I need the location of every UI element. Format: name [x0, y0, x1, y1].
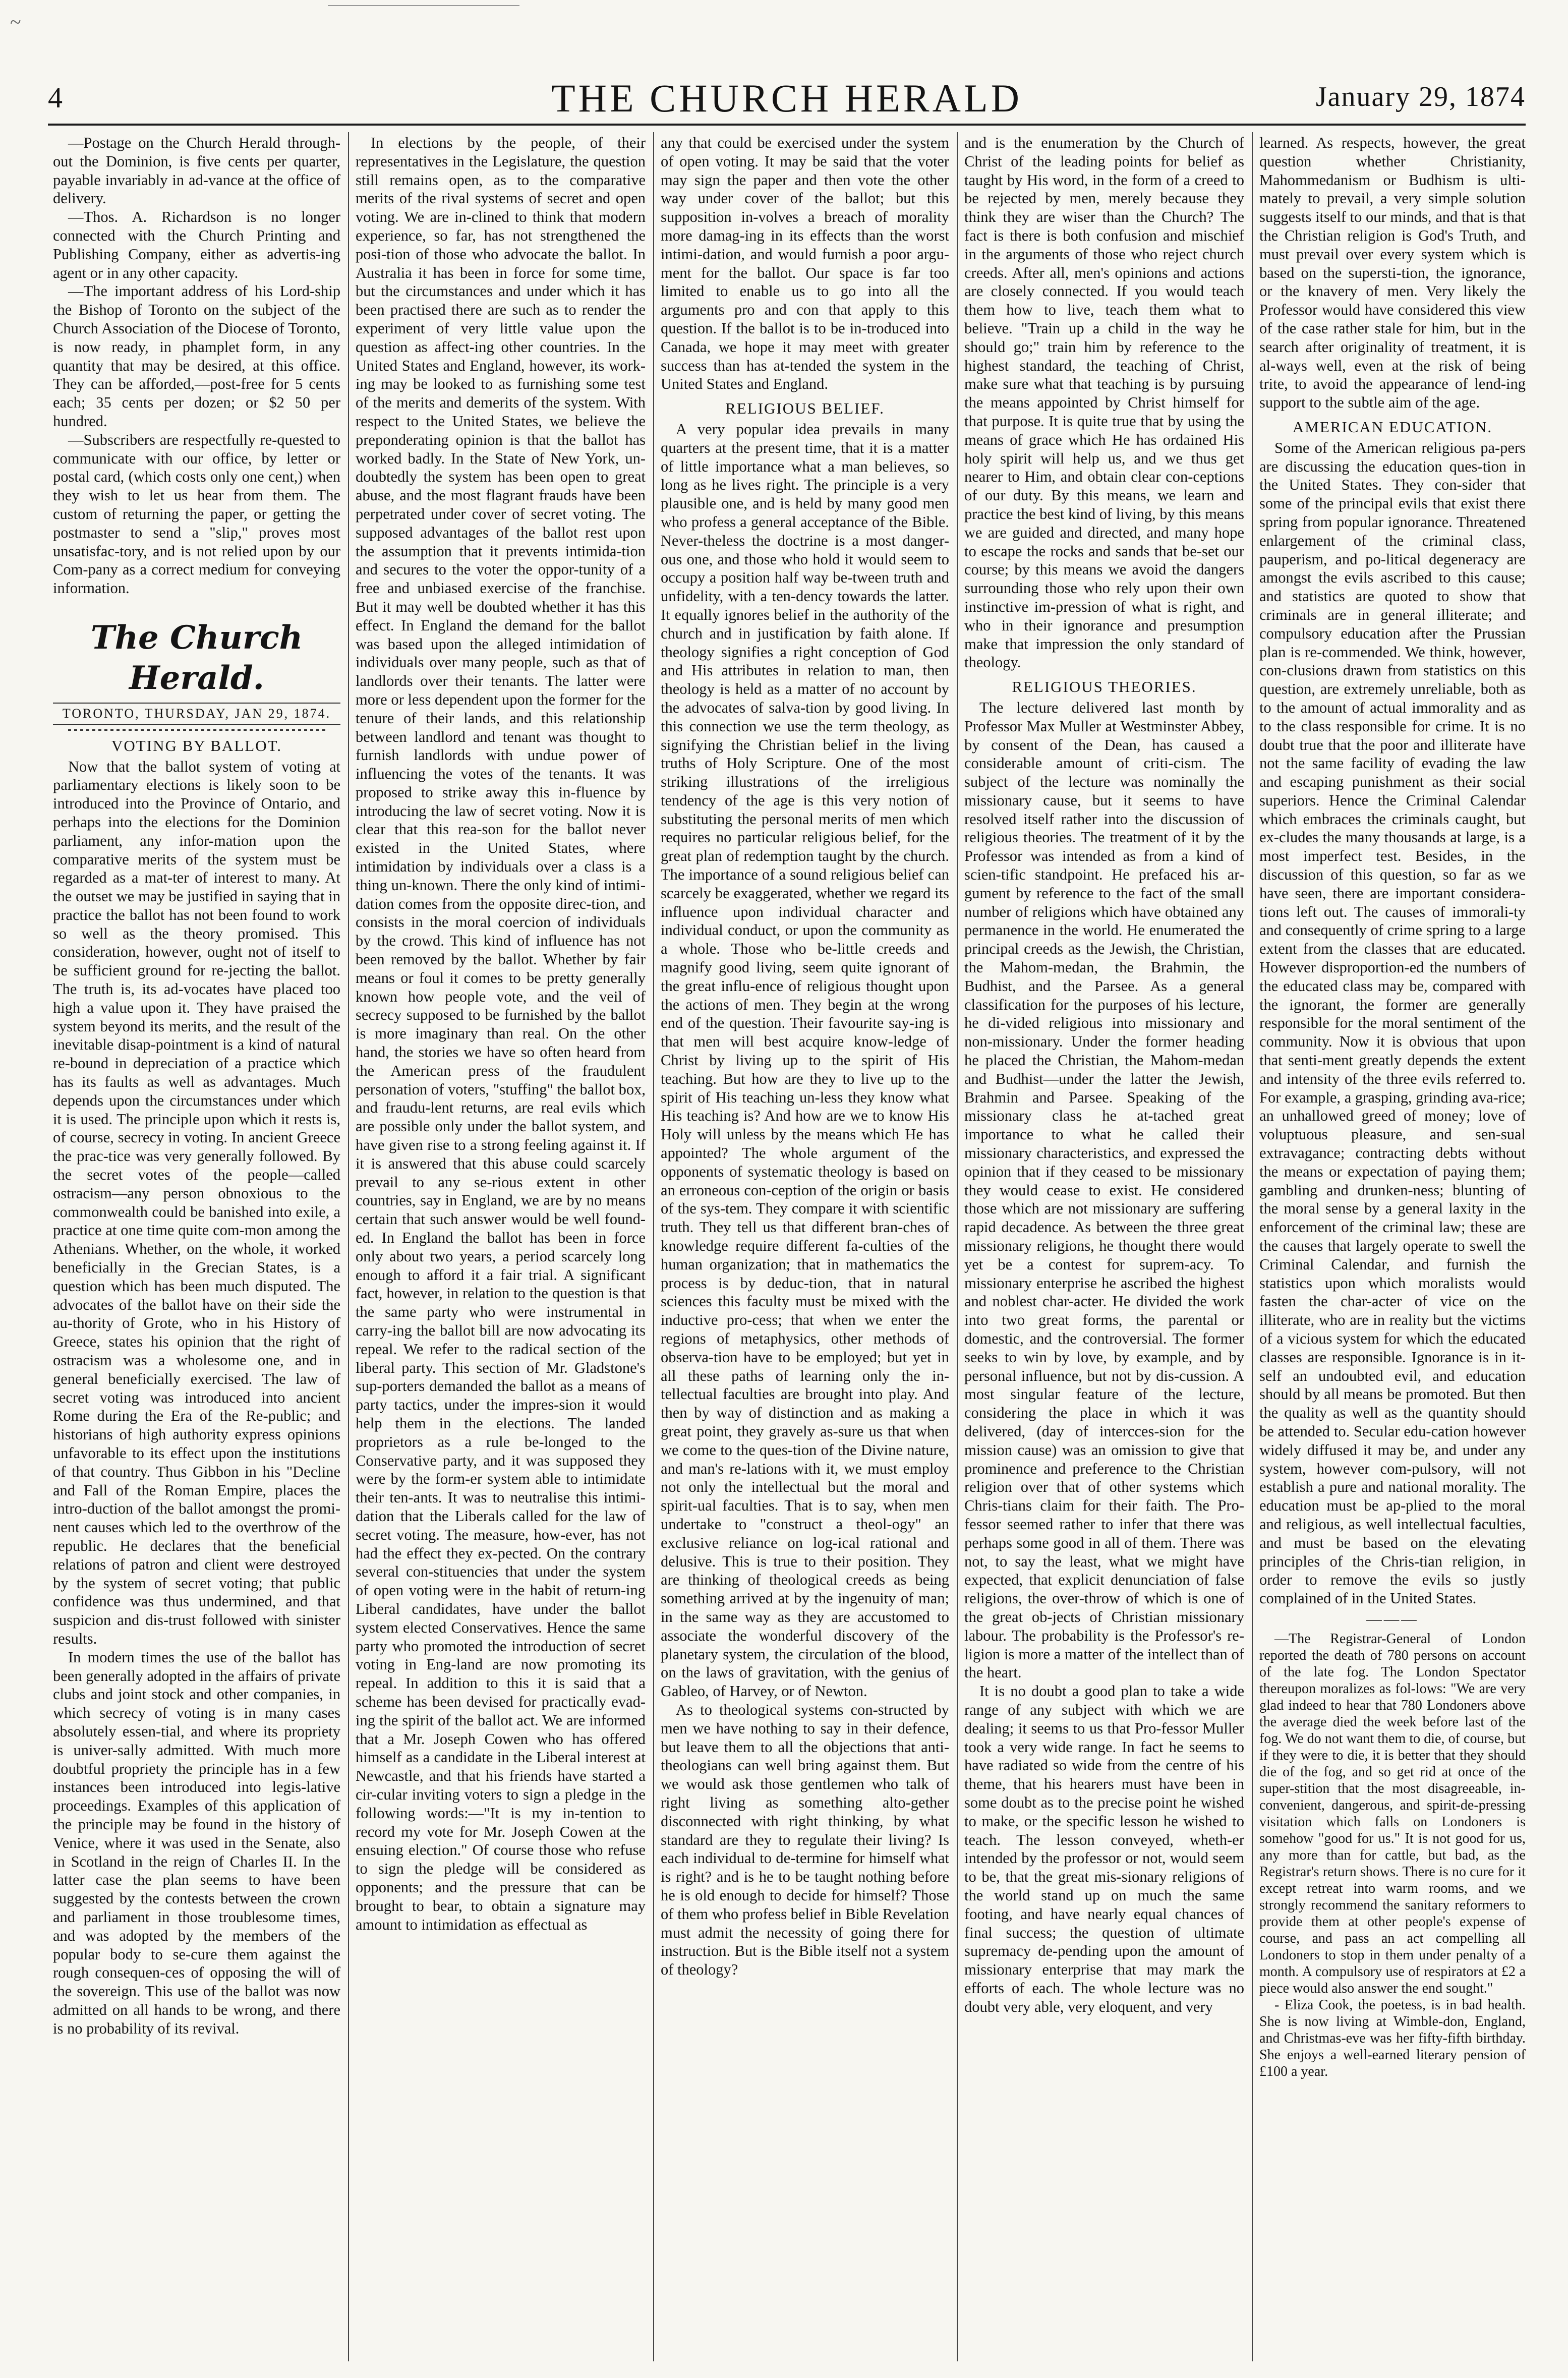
- corner-mark: ~: [10, 11, 21, 33]
- masthead-rule: [48, 124, 1526, 126]
- notice-paragraph: —Subscribers are respectfully re-quested to communicate with our office, by letter or postal card, (which costs only one cent,) when they wish to let us hear from them. The custom of returning the paper, or getting the postmaster to send a "slip," proves most unsatisfac-tory, and is not relied upon by our Com-pany as a correct medium for conveying information.: [53, 431, 340, 597]
- column-4: [964, 134, 1244, 2358]
- column-3: [661, 134, 949, 2358]
- article-paragraph: In elections by the people, of their representatives in the Legislature, the question still remains open, as to the comparative merits of the rival systems of secret and open voting. We are in-clined to think that modern experience, so far, has not strengthened the posi-tion of those who advocate the ballot. In Australia it has been in force for some time, but the circumstances and under which it has been practised there are such as to render the experiment of very little value upon the question as affect-ing other countries. In the United States and England, however, its work-ing may be looked to as furnishing some test of the merits and demerits of the system. With respect to the United States, we believe the preponderating opinion is that the ballot has worked badly. In the State of New York, un-doubtedly the system has been open to great abuse, and the most flagrant frauds have been perpetrated under cover of secret voting. The supposed advantages of the ballot rest upon the assumption that it prevents intimida-tion and secures to the voter the oppor-tunity of a free and unbiased exercise of the franchise. But it may well be doubted whether it has this effect. In England the demand for the ballot was based upon the alleged intimidation of individuals over many people, such as that of landlords over their tenants. The latter were more or less dependent upon the former for the tenure of their lands, and this relationship between landlord and tenant was thought to furnish landlords with undue power of influencing the votes of the tenants. It was proposed to strike away this in-fluence by introducing the law of secret voting. Now it is clear that this rea-son for the ballot never existed in the United States, where intimidation by individuals over a class is a thing un-known. There the only kind of intimi-dation comes from the opposite direc-tion, and consists in the moral coercion of individuals by the crowd. This kind of influence has not been removed by the ballot. Whether by fair means or foul it comes to be pretty generally known how people vote, and the veil of secrecy supposed to be furnished by the ballot is more imaginary than real. On the other hand, the stories we have so often heard from the American press of the fraudulent personation of voters, "stuffing" the ballot box, and fraudu-lent returns, are real evils which are possible only under the ballot system, and have given rise to a strong feeling against it. If it is answered that this abuse could scarcely prevail to any se-rious extent in other countries, say in England, we are by no means certain that such answer would be well found-ed. In England the ballot has been in force only about two years, a period scarcely long enough to afford it a fair trial. A significant fact, however, in relation to the question is that the same party who were instrumental in carry-ing the ballot bill are now advocating its repeal. We refer to the radical section of the liberal party. This section of Mr. Gladstone's sup-porters demanded the ballot as a means of party tactics, under the impres-sion it would help them in the elections. The landed proprietors as a rule be-longed to the Conservative party, and it was supposed they were by the form-er system able to intimidate their ten-ants. It was to neutralise this intimi-dation that the Liberals called for the law of secret voting. The measure, how-ever, has not had the effect they ex-pected. On the contrary several con-stituencies that under the system of open voting were in the habit of return-ing Liberal candidates, have under the ballot system elected Conservatives. Hence the same party who promoted the introduction of secret voting in Eng-land are now promoting its repeal. In addition to this it is said that a scheme has been devised for practically evad-ing the spirit of the ballot act. We are informed that a Mr. Joseph Cowen who has offered himself as a candidate in the Liberal interest at Newcastle, and that his friends have started a cir-cular inviting voters to sign a pledge in the following words:—"It is my in-tention to record my vote for Mr. Joseph Cowen at the ensuing election." Of course those who refuse to sign the pledge will be considered as opponents; and the pressure that can be brought to bear, to obtain a signature may amount to intimidation as effectual as: [356, 134, 646, 1933]
- article-paragraph: and is the enumeration by the Church of Christ of the leading points for belief as taught by His word, in the form of a creed to be rejected by men, merely because they think they are wiser than the Church? The fact is there is both confusion and mischief in the arguments of those who reject church creeds. After all, men's opinions and actions are closely connected. If you would teach them how to live, teach them what to believe. "Train up a child in the way he should go;" train him by reference to the highest standard, the teaching of Christ, make sure what that teaching is by pursuing the means appointed by Christ himself for that purpose. It is quite true that by using the means of grace which He has ordained His holy spirit will help us, and we thus get nearer to Him, and obtain clear con-ceptions of our duty. By this means, we learn and practice the best kind of living, by this means we are guided and directed, and many hope to escape the rocks and sands that be-set our course; by this means we avoid the dangers surrounding those who rely upon their own instinctive im-pression of what is right, and who in their ignorance and presumption make that impression the only standard of theology.: [964, 134, 1244, 671]
- article-paragraph: In modern times the use of the ballot has been generally adopted in the affairs of private clubs and joint stock and other companies, in which secrecy of voting is in many cases absolutely essen-tial, and where its propriety is univer-sally admitted. With much more doubtful propriety the principle has in a few instances been introduced into legis-lative proceedings. Examples of this application of the principle may be found in the history of Venice, where it was used in the Senate, also in Scotland in the reign of Charles II. In the latter case the plan seems to have been suggested by the contests between the crown and parliament in those troublesome times, and was adopted by the members of the popular body to se-cure them against the rough consequen-ces of opposing the will of the sovereign. This use of the ballot was now admitted on all hands to be wrong, and there is no probability of its revival.: [53, 1648, 340, 2037]
- article-paragraph: any that could be exercised under the system of open voting. It may be said that the voter may sign the paper and then vote the other way under cover of the ballot; but this supposition in-volves a breach of morality more damag-ing in its effects than the worst intimi-dation, and would furnish a poor argu-ment for the ballot. Our space is far too limited to enable us to go into all the arguments pro and con that apply to this question. If the ballot is to be in-troduced into Canada, we hope it may meet with greater success than has at-tended the system in the United States and England.: [661, 134, 949, 393]
- article-heading: RELIGIOUS THEORIES.: [1012, 678, 1197, 696]
- column-divider: [957, 132, 958, 2361]
- article-paragraph: learned. As respects, however, the great question whether Christianity, Mahommedanism or Budhism is ulti-mately to prevail, a very simple solution suggests itself to our minds, and that is that the Christian religion is God's Truth, and must prevail over every system which is based on the supersti-tion, the ignorance, or the knavery of men. Very likely the Professor would have considered this view of the case rather stale for him, but in the search after originality of treatment, it is al-ways well, even at the risk of being trite, to avoid the appearance of lend-ing support to the subtle aim of the age.: [1259, 134, 1526, 412]
- article-paragraph: A very popular idea prevails in many quarters at the present time, that it is a matter of little importance what a man believes, so long as he lives right. The principle is a very plausible one, and is held by many good men who profess a general acceptance of the Bible. Never-theless the doctrine is a most danger-ous one, and those who hold it would seem to occupy a position half way be-tween truth and unfidelity, with a ten-dency towards the latter. It equally ignores belief in the authority of the church and in justification by faith alone. If theology signifies a right conception of God and His attributes in relation to man, then theology is held as a matter of no account by the advocates of salva-tion by good living. In this connection we use the term theology, as signifying the Christian belief in the living truths of Holy Scripture. One of the most striking illustrations of the irreligious tendency of the age is this very notion of substituting the personal merits of men which requires no particular religious belief, for the great plan of redemption taught by the church. The importance of a sound religious belief can scarcely be exaggerated, whether we regard its influence upon individual character and individual conduct, or upon the community as a whole. Those who be-little creeds and magnify good living, seem quite ignorant of the great influ-ence of religious thought upon the actions of men. They begin at the wrong end of the question. Their favourite say-ing is that men will best acquire know-ledge of Christ by living up to the spirit of His teaching. But how are they to live up to the spirit of His teaching un-less they know what His teaching is? And how are we to know His Holy will unless by the means which He has appointed? The whole argument of the opponents of systematic theology is based on an erroneous con-ception of the origin or basis of the sys-tem. They compare it with scientific truth. They tell us that different bran-ches of knowledge require different fa-culties of the human organization; that in mathematics the process is by deduc-tion, that in natural sciences this faculty must be mixed with the inductive pro-cess; that when we enter the regions of metaphysics, other methods of observa-tion have to be employed; but yet in all these paths of learning only the in-tellectual faculties are brought into play. And then by way of distinction and as making a great point, they gravely as-sure us that when we come to the ques-tion of the Divine nature, and man's re-lations with it, we must employ not only the intellectual but the moral and spirit-ual faculties. That is to say, when men undertake to "construct a theol-ogy" an exclusive reliance on log-ical rational and delusive. This is true to their position. They are thinking of theological creeds as being something arrived at by the ingenuity of man; in the same way as they are accustomed to associate the wonderful discovery of the planetary system, the circulation of the blood, on the laws of gravitation, with the genius of Gableo, of Harvey, or of Newton.: [661, 420, 949, 1700]
- news-item: —The Registrar-General of London reported the death of 780 persons on account of the late fog. The London Spectator thereupon moralizes as fol-lows: "We are very glad indeed to hear that 780 Londoners above the average died the week before last of the fog. We do not want them to die, of course, but if they were to die, it is better that they should die of the fog, and so get rid at once of the super-stition that the most disagreeable, in-convenient, dangerous, and spirit-de-pressing visitation which falls on Londoners is somehow "good for us." It is not good for us, any more than for cattle, but bad, as the Registrar's return shows. There is no cure for it except retreat into warm rooms, and we strongly recommend the sanitary reformers to provide them at other people's expense of course, and pass an act compelling all Londoners to stop in them under penalty of a month. A compulsory use of respirators at £2 a piece would also answer the end sought.": [1259, 1631, 1526, 1996]
- column-5: [1259, 134, 1526, 2358]
- article-paragraph: Now that the ballot system of voting at parliamentary elections is likely soon to be introduced into the Province of Ontario, and perhaps into the elections for the Dominion parliament, any infor-mation upon the comparative merits of the system must be regarded as a mat-ter of interest to many. At the outset we may be justified in saying that in practice the ballot has not been found to work so well as the theory promised. This consideration, however, ought not of itself to be sufficient ground for re-jecting the ballot. The truth is, its ad-vocates have placed too high a value upon it. They have praised the system beyond its merits, and the result of the inevitable disap-pointment is a kind of natural re-bound in depreciation of a practice which has its faults as well as advantages. Much depends upon the circumstances under which it is used. The principle upon which it rests is, of course, secrecy in voting. In ancient Greece the prac-tice was very generally followed. By the secret votes of the people—called ostracism—any person obnoxious to the commonwealth could be banished into exile, a practice at one time quite com-mon among the Athenians. Whether, on the whole, it worked beneficially in the Grecian States, is a question which has been much disputed. The advocates of the ballot have on their side the au-thority of Grote, who in his History of Greece, states his opinion that the right of ostracism was a wholesome one, and in general beneficially exercised. The law of secret voting was introduced into ancient Rome during the Era of the Re-public; and historians of high authority express opinions unfavorable to its effect upon the institutions of that country. Thus Gibbon in his "Decline and Fall of the Roman Empire, places the intro-duction of the ballot amongst the promi-nent causes which led to the overthrow of the republic. He declares that the beneficial relations of patron and client were destroyed by the system of secret voting; that public confidence was thus undermined, and that suspicion and dis-trust followed with sinister results.: [53, 758, 340, 1647]
- column-divider: [1252, 132, 1253, 2361]
- notice-paragraph: —Thos. A. Richardson is no longer connected with the Church Printing and Publishing Company, either as advertis-ing agent or in any other capacity.: [53, 208, 340, 281]
- article-paragraph: It is no doubt a good plan to take a wide range of any subject with which we are dealing; it seems to us that Pro-fessor Muller took a very wide range. In fact he seems to have radiated so wide from the centre of his theme, that his hearers must have been in some doubt as to the precise point he wished to make, or the specific lesson he wished to teach. The lesson conveyed, wheth-er intended by the professor or not, would seem to be, that the great mis-sionary religions of the world stand up on much the same footing, and have nearly equal chances of final success; the question of ultimate supremacy de-pending upon the amount of missionary enterprise that may mark the efforts of each. The whole lecture was no doubt very able, very eloquent, and very: [964, 1683, 1244, 2015]
- wavy-divider: [68, 729, 325, 731]
- column-divider: [653, 132, 654, 2361]
- issue-date: January 29, 1874: [1315, 81, 1526, 112]
- news-item: - Eliza Cook, the poetess, is in bad health. She is now living at Wimble-don, England, and Christmas-eve was her fifty-fifth birthday. She enjoys a well-earned literary pension of £100 a year.: [1259, 1997, 1526, 2079]
- notice-paragraph: —The important address of his Lord-ship the Bishop of Toronto on the subject of the Church Association of the Diocese of Toronto, is now ready, in phamplet form, in any quantity that may be desired, at this office. They can be afforded,—post-free for 5 cents each; 35 cents per dozen; or $2 50 per hundred.: [53, 282, 340, 430]
- article-paragraph: The lecture delivered last month by Professor Max Muller at Westminster Abbey, by consent of the Dean, has caused a considerable amount of criti-cism. The subject of the lecture was nominally the missionary cause, but it seems to have resolved itself rather into the discussion of religious theories. The treatment of it by the Professor was intended as from a kind of scien-tific standpoint. He prefaced his ar-gument by reference to the fact of the small number of religions which have obtained any permanence in the world. He enumerated the principal creeds as the Jewish, the Christian, the Mahom-medan, the Brahmin, the Budhist, and the Parsee. As a general classification for the purposes of his lecture, he di-vided religious into missionary and non-missionary. Under the former heading he placed the Christian, the Mahom-medan and Budhist—under the latter the Jewish, Brahmin and Parsee. Speaking of the missionary class he at-tached great importance to what he called their missionary characteristics, and expressed the opinion that if they ceased to be missionary they would cease to exist. He considered those which are not missionary are suffering rapid decadence. As between the three great missionary religions, he thought there would yet be a contest for suprem-acy. To missionary enterprise he ascribed the highest and noblest char-acter. He divided the work into two great forms, the parental or domestic, and the controversial. The former seeks to win by love, by example, and by personal influence, but not by dis-cussion. A most singular feature of the lecture, considering the place in which it was delivered, (day of intercces-sion for the mission cause) was an omission to give that prominence and preference to the Christian religion over that of other systems which Chris-tians claim for their faith. The Pro-fessor seemed rather to infer that there was perhaps some good in all of them. There was not, to say the least, what we might have expected, that explicit denunciation of false religions, the over-throw of which is one of the great ob-jects of Christian missionary labour. The probability is the Professor's re-ligion is more a matter of the intellect than of the heart.: [964, 699, 1244, 1681]
- column-divider: [348, 132, 349, 2361]
- page-number: 4: [48, 81, 63, 114]
- article-paragraph: As to theological systems con-structed by men we have nothing to say in their defence, but leave them to all the objections that anti-theologians can well bring against them. But we would ask those gentlemen who talk of right living as something alto-gether disconnected with right thinking, by what standard are they to regulate their living? Is each individual to de-termine for himself what is right? and is he to be taught nothing before he is old enough to decide for himself? Those of them who profess belief in Bible Revelation must admit the necessity of going there for instruction. But is the Bible itself not a system of theology?: [661, 1701, 949, 1979]
- article-heading: AMERICAN EDUCATION.: [1292, 418, 1493, 436]
- article-heading: VOTING BY BALLOT.: [111, 736, 282, 755]
- article-heading: RELIGIOUS BELIEF.: [725, 399, 885, 418]
- masthead: [48, 76, 1526, 124]
- top-scratch-line: [328, 5, 519, 6]
- newspaper-title: THE CHURCH HERALD: [551, 76, 1022, 120]
- newspaper-flag: The Church Herald.: [90, 618, 303, 697]
- column-2: [356, 134, 646, 2358]
- notice-paragraph: —Postage on the Church Herald through-out the Dominion, is five cents per quarter, payable invariably in ad-vance at the office of delivery.: [53, 134, 340, 207]
- article-paragraph: Some of the American religious pa-pers are discussing the education ques-tion in the United States. They con-sider that some of the principal evils that exist there spring from popular ignorance. Threatened enlargement of the criminal class, pauperism, and po-litical degeneracy are amongst the evils ascribed to this cause; and statistics are quoted to show that criminals are in general illiterate; and compulsory education after the Prussian plan is re-commended. We think, however, con-clusions drawn from statistics on this question, are extremely unreliable, both as to the amount of actual immorality and as to the class responsible for crime. It is no doubt true that the poor and illiterate have not the same facility of evading the law and escaping punishment as their social superiors. Hence the Criminal Calendar which embraces the criminals caught, but ex-cludes the many thousands at large, is a most imperfect test. Besides, in the discussion of this question, so far as we have seen, there are important considera-tions left out. The causes of immorali-ty and consequently of crime spring to a large extent from the classes that are educated. However disproportion-ed the numbers of the educated class may be, compared with the ignorant, the former are generally responsible for the moral sentiment of the community. Now it is obvious that upon that senti-ment greatly depends the extent and intensity of the three evils referred to. For example, a grasping, grinding ava-rice; an unhallowed greed of money; love of voluptuous pleasure, and sen-sual extravagance; contracting debts without the means or expectation of paying them; gambling and drunken-ness; blunting of the moral sense by a general laxity in the enforcement of the criminal law; these are the causes that largely operate to swell the Criminal Calendar, and furnish the statistics upon which moralists would fasten the char-acter of vice on the illiterate, who are in reality but the victims of a vicious system for which the educated classes are responsible. Ignorance is in it-self an undoubted evil, and education should by all means be promoted. But then the quality as well as the quantity should be attended to. Secular edu-cation however widely diffused it may be, and under any system, however com-pulsory, will not establish a pure and national morality. The education must be ap-plied to the moral and religious, as well intellectual faculties, and must be based on the elevating principles of the Chris-tian religion, in order to remove the evils so justly complained of in the United States.: [1259, 439, 1526, 1607]
- column-1: [53, 134, 340, 2358]
- dateline: TORONTO, THURSDAY, JAN 29, 1874.: [53, 703, 340, 725]
- section-dash: ———: [1366, 1610, 1419, 1628]
